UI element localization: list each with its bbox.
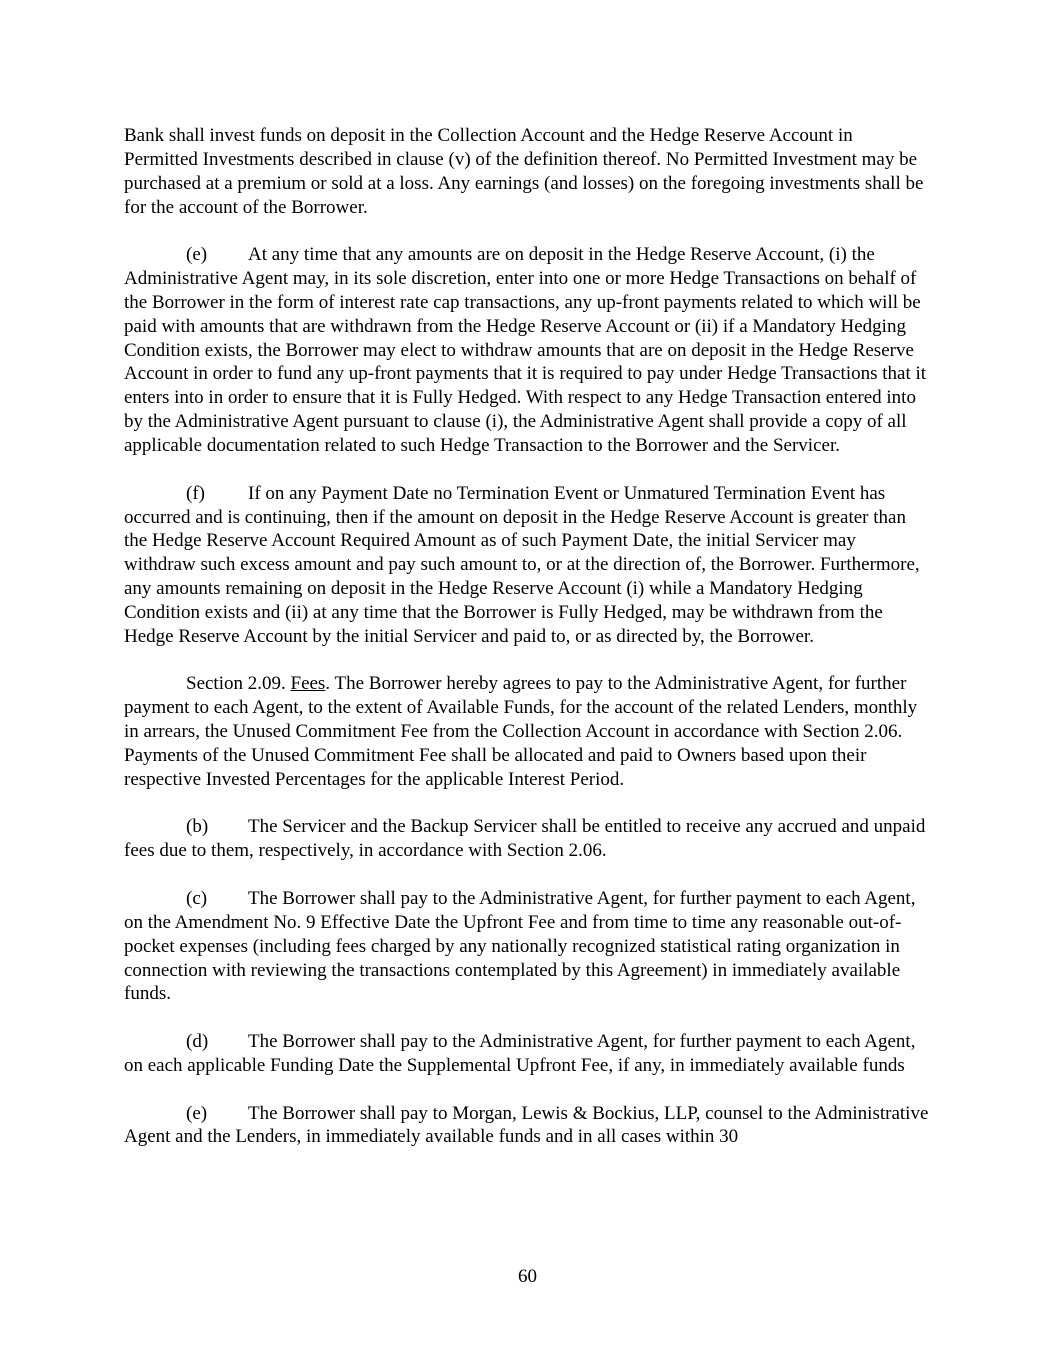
paragraph-e-hedge-reserve [124,243,930,458]
clause-label: (e) [186,1102,208,1124]
paragraph-f-excess-withdrawal [124,482,930,649]
section-title: Fees [290,673,326,695]
clause-label: (f) [186,482,205,504]
clause-label: (c) [186,888,208,909]
clause-label: (e) [186,244,208,266]
clause-label: (b) [186,816,209,838]
clause-text: If on any Payment Date no Termination Event or Unmatured Termination Event has occurred and is continuing, then if the amount on deposit in the Hedge Reserve Account is greater than the Hedge Reserve Account Required Amount as of such Payment Date, the initial Servicer may withdraw such excess amount and pay such amount to, or at the direction of, the Borrower. Furthermore, any amounts remaining on deposit in the Hedge Reserve Account (i) while a Mandatory Hedging Condition exists and (ii) at any time that the Borrower is Fully Hedged, may be withdrawn from the Hedge Reserve Account by the initial Servicer and paid to, or as directed by, the Borrower. [124,482,920,647]
paragraph-e-counsel-fees [124,1102,930,1150]
paragraph-bank-investments: Bank shall invest funds on deposit in the Collection Account and the Hedge Reserve Account in Permitted Investments described in clause (v) of the definition thereof. No Permitted Investment may be purchased at a premium or sold at a loss. Any earnings (and losses) on the foregoing investments shall be for the account of the Borrower. [124,125,924,218]
paragraph-c-upfront-fee [124,887,930,1006]
paragraph-b-servicer-fees [124,815,930,863]
document-page [124,124,930,1173]
clause-text: At any time that any amounts are on deposit in the Hedge Reserve Account, (i) the Administrative Agent may, in its sole discretion, enter into one or more Hedge Transactions on behalf of the Borrower in the form of interest rate cap transactions, any up-front payments related to which will be paid with amounts that are withdrawn from the Hedge Reserve Account or (ii) if a Mandatory Hedging Condition exists, the Borrower may elect to withdraw amounts that are on deposit in the Hedge Reserve Account in order to fund any up-front payments that it is required to pay under Hedge Transactions that it enters into in order to ensure that it is Fully Hedged. With respect to any Hedge Transaction entered into by the Administrative Agent pursuant to clause (i), the Administrative Agent shall provide a copy of all applicable documentation related to such Hedge Transaction to the Borrower and the Servicer. [124,244,927,456]
clause-text: The Borrower shall pay to Morgan, Lewis & Bockius, LLP, counsel to the Administrative Agent and the Lenders, in immediately available funds and in all cases within 30 [124,1102,929,1148]
paragraph-d-supplemental-fee [124,1030,930,1078]
clause-text: The Servicer and the Backup Servicer shall be entitled to receive any accrued and unpaid fees due to them, respectively, in accordance with Section 2.06. [124,816,926,862]
clause-label: (d) [186,1031,209,1053]
page-number: 60 [518,1266,537,1287]
clause-text: The Borrower shall pay to the Administrative Agent, for further payment to each Agent, on the Amendment No. 9 Effective Date the Upfront Fee and from time to time any reasonable out-of-pocket expenses (including fees charged by any nationally recognized statistical rating organization in connection with reviewing the transactions contemplated by this Agreement) in immediately available funds. [124,888,916,1005]
section-text: . The Borrower hereby agrees to pay to the Administrative Agent, for further payment to each Agent, to the extent of Available Funds, for the account of the related Lenders, monthly in arrears, the Unused Commitment Fee from the Collection Account in accordance with Section 2.06. Payments of the Unused Commitment Fee shall be allocated and paid to Owners based upon their respective Invested Percentages for the applicable Interest Period. [124,673,918,790]
section-number: Section 2.09. [186,673,291,695]
clause-text: The Borrower shall pay to the Administrative Agent, for further payment to each Agent, on each applicable Funding Date the Supplemental Upfront Fee, if any, in immediately available funds [124,1031,916,1076]
paragraph-section-2-09 [124,672,930,791]
